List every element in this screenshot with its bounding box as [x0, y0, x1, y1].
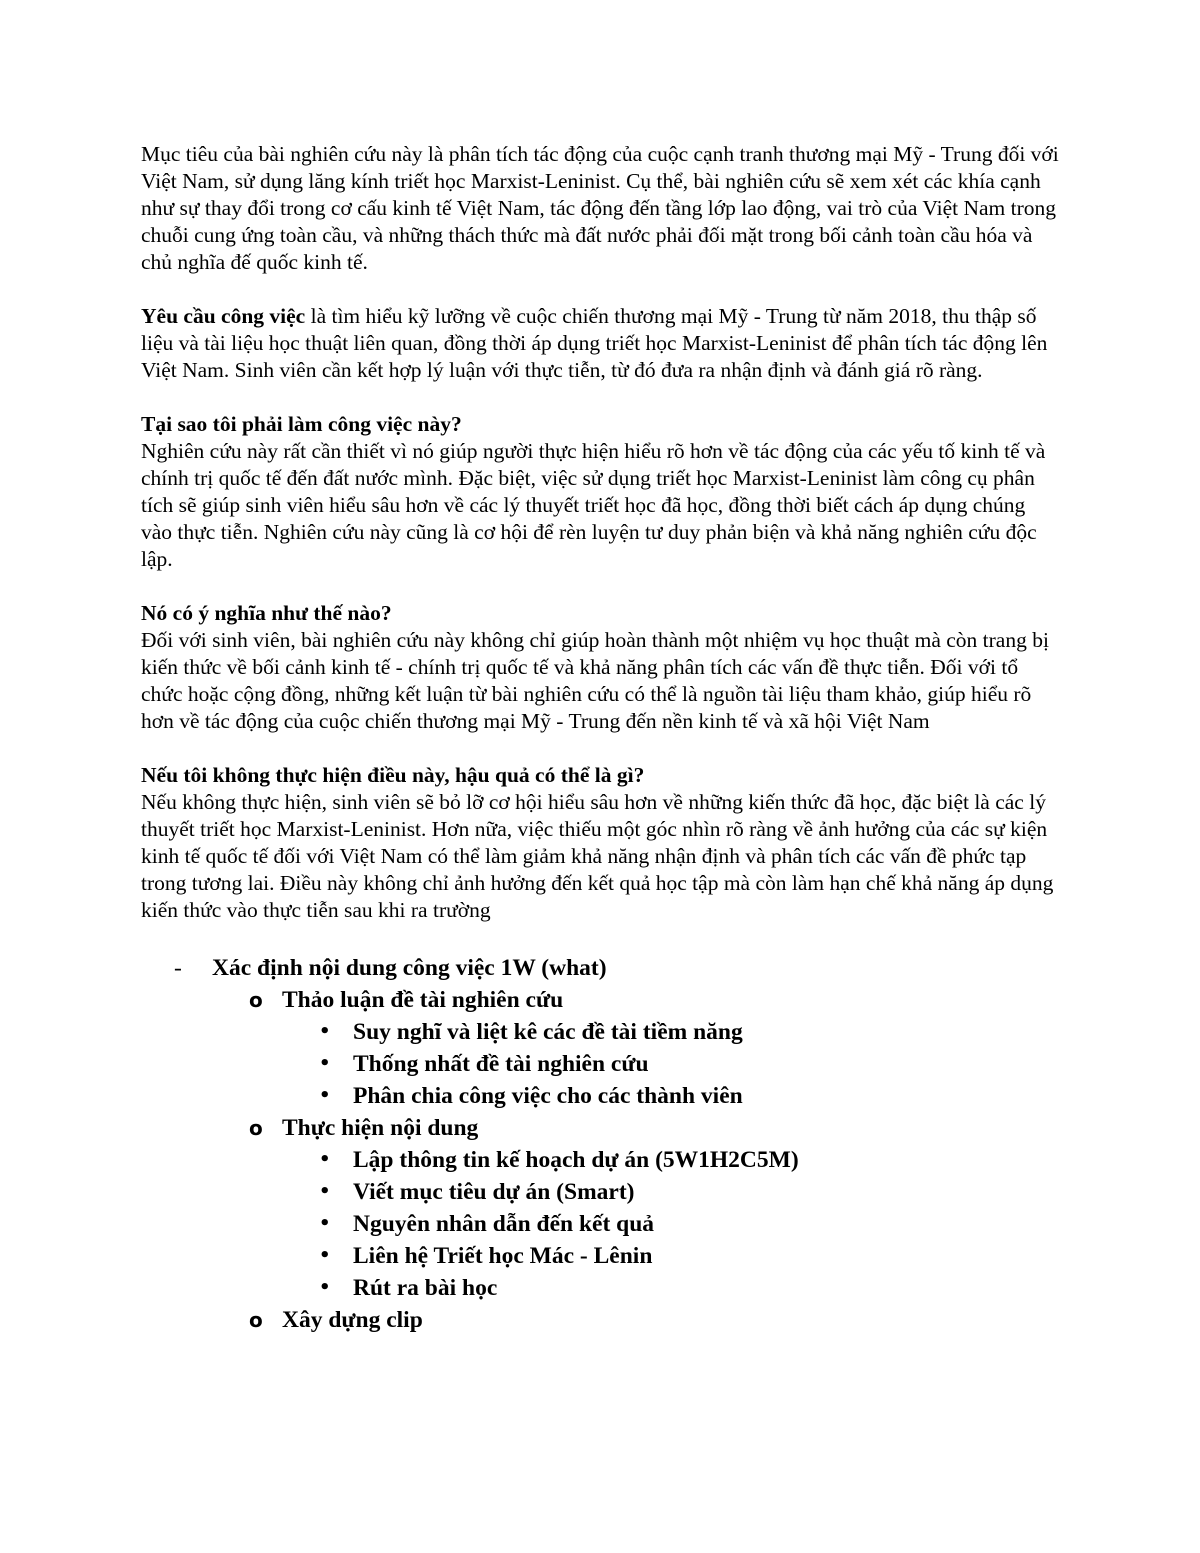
- outline-level3-item: [141, 1272, 1061, 1304]
- outline-level3-label: Lập thông tin kế hoạch dự án (5W1H2C5M): [353, 1147, 799, 1173]
- task-outline: [141, 952, 1061, 1336]
- outline-level3-item: [141, 1208, 1061, 1240]
- outline-level1-item: [141, 952, 1061, 984]
- consequence-text: Nếu không thực hiện, sinh viên sẽ bỏ lỡ cơ hội hiểu sâu hơn về những kiến thức đã học, đặc biệt là các lý thuyết triết học Marxist-Leninist. Hơn nữa, việc thiếu một góc nhìn rõ ràng về ảnh hưởng của các sự kiện kinh tế quốc tế đối với Việt Nam có thể làm giảm khả năng nhận định và phân tích các vấn đề phức tạp trong tương lai. Điều này không chỉ ảnh hưởng đến kết quả học tập mà còn làm hạn chế khả năng áp dụng kiến thức vào thực tiễn sau khi ra trường: [141, 790, 1054, 922]
- paragraph-meaning: [141, 600, 1061, 735]
- circle-bullet-icon: o: [249, 988, 263, 1012]
- paragraph-requirements: [141, 303, 1061, 384]
- outline-level3-label: Thống nhất đề tài nghiên cứu: [353, 1051, 649, 1077]
- paragraph-objective: Mục tiêu của bài nghiên cứu này là phân tích tác động của cuộc cạnh tranh thương mại Mỹ - Trung đối với Việt Nam, sử dụng lăng kính triết học Marxist-Leninist. Cụ thể, bài nghiên cứu sẽ xem xét các khía cạnh như sự thay đổi trong cơ cấu kinh tế Việt Nam, tác động đến tầng lớp lao động, vai trò của Việt Nam trong chuỗi cung ứng toàn cầu, và những thách thức mà đất nước phải đối mặt trong bối cảnh toàn cầu hóa và chủ nghĩa đế quốc kinh tế.: [141, 142, 1059, 274]
- bullet-icon: •: [319, 1021, 331, 1042]
- consequence-heading: Nếu tôi không thực hiện điều này, hậu quả có thể là gì?: [141, 763, 645, 787]
- outline-level3-item: [141, 1080, 1061, 1112]
- requirements-label: Yêu cầu công việc: [141, 304, 306, 328]
- outline-level3-item: [141, 1016, 1061, 1048]
- why-heading: Tại sao tôi phải làm công việc này?: [141, 412, 462, 436]
- outline-level3-item: [141, 1240, 1061, 1272]
- bullet-icon: •: [319, 1181, 331, 1202]
- paragraph-why: [141, 411, 1061, 573]
- bullet-icon: •: [319, 1149, 331, 1170]
- outline-level3-label: Viết mục tiêu dự án (Smart): [353, 1179, 635, 1205]
- bullet-icon: •: [319, 1277, 331, 1298]
- outline-level3-label: Suy nghĩ và liệt kê các đề tài tiềm năng: [353, 1019, 743, 1045]
- outline-level3-item: [141, 1144, 1061, 1176]
- outline-level1-label: Xác định nội dung công việc 1W (what): [212, 955, 607, 981]
- bullet-icon: •: [319, 1213, 331, 1234]
- outline-level3-item: [141, 1176, 1061, 1208]
- why-text: Nghiên cứu này rất cần thiết vì nó giúp người thực hiện hiểu rõ hơn về tác động của các yếu tố kinh tế và chính trị quốc tế đến đất nước mình. Đặc biệt, việc sử dụng triết học Marxist-Leninist làm công cụ phân tích sẽ giúp sinh viên hiểu sâu hơn về các lý thuyết triết học đã học, đồng thời biết cách áp dụng chúng vào thực tiễn. Nghiên cứu này cũng là cơ hội để rèn luyện tư duy phản biện và khả năng nghiên cứu độc lập.: [141, 439, 1046, 571]
- outline-level3-label: Nguyên nhân dẫn đến kết quả: [353, 1211, 655, 1237]
- outline-level2-label: Thảo luận đề tài nghiên cứu: [282, 987, 564, 1013]
- outline-level2-label: Thực hiện nội dung: [282, 1115, 479, 1141]
- outline-level2-item: [141, 984, 1061, 1016]
- circle-bullet-icon: o: [249, 1116, 263, 1140]
- outline-level3-label: Phân chia công việc cho các thành viên: [353, 1083, 743, 1109]
- bullet-icon: •: [319, 1053, 331, 1074]
- circle-bullet-icon: o: [249, 1308, 263, 1332]
- outline-level2-item: [141, 1112, 1061, 1144]
- meaning-text: Đối với sinh viên, bài nghiên cứu này không chỉ giúp hoàn thành một nhiệm vụ học thuật mà còn trang bị kiến thức về bối cảnh kinh tế - chính trị quốc tế và khả năng phân tích các vấn đề thực tiễn. Đối với tổ chức hoặc cộng đồng, những kết luận từ bài nghiên cứu có thể là nguồn tài liệu tham khảo, giúp hiểu rõ hơn về tác động của cuộc chiến thương mại Mỹ - Trung đến nền kinh tế và xã hội Việt Nam: [141, 628, 1049, 733]
- paragraph-consequence: [141, 762, 1061, 924]
- outline-level3-item: [141, 1048, 1061, 1080]
- outline-level3-label: Rút ra bài học: [353, 1275, 498, 1301]
- outline-level2-item: [141, 1304, 1061, 1336]
- bullet-icon: •: [319, 1085, 331, 1106]
- outline-level3-label: Liên hệ Triết học Mác - Lênin: [353, 1243, 653, 1269]
- document-page: [141, 141, 1061, 1336]
- bullet-icon: •: [319, 1245, 331, 1266]
- meaning-heading: Nó có ý nghĩa như thế nào?: [141, 601, 392, 625]
- outline-level2-label: Xây dựng clip: [282, 1307, 423, 1333]
- dash-marker: -: [174, 955, 182, 981]
- requirements-text: là tìm hiểu kỹ lưỡng về cuộc chiến thương mại Mỹ - Trung từ năm 2018, thu thập số liệu và tài liệu học thuật liên quan, đồng thời áp dụng triết học Marxist-Leninist để phân tích tác động lên Việt Nam. Sinh viên cần kết hợp lý luận với thực tiễn, từ đó đưa ra nhận định và đánh giá rõ ràng.: [141, 304, 1048, 382]
